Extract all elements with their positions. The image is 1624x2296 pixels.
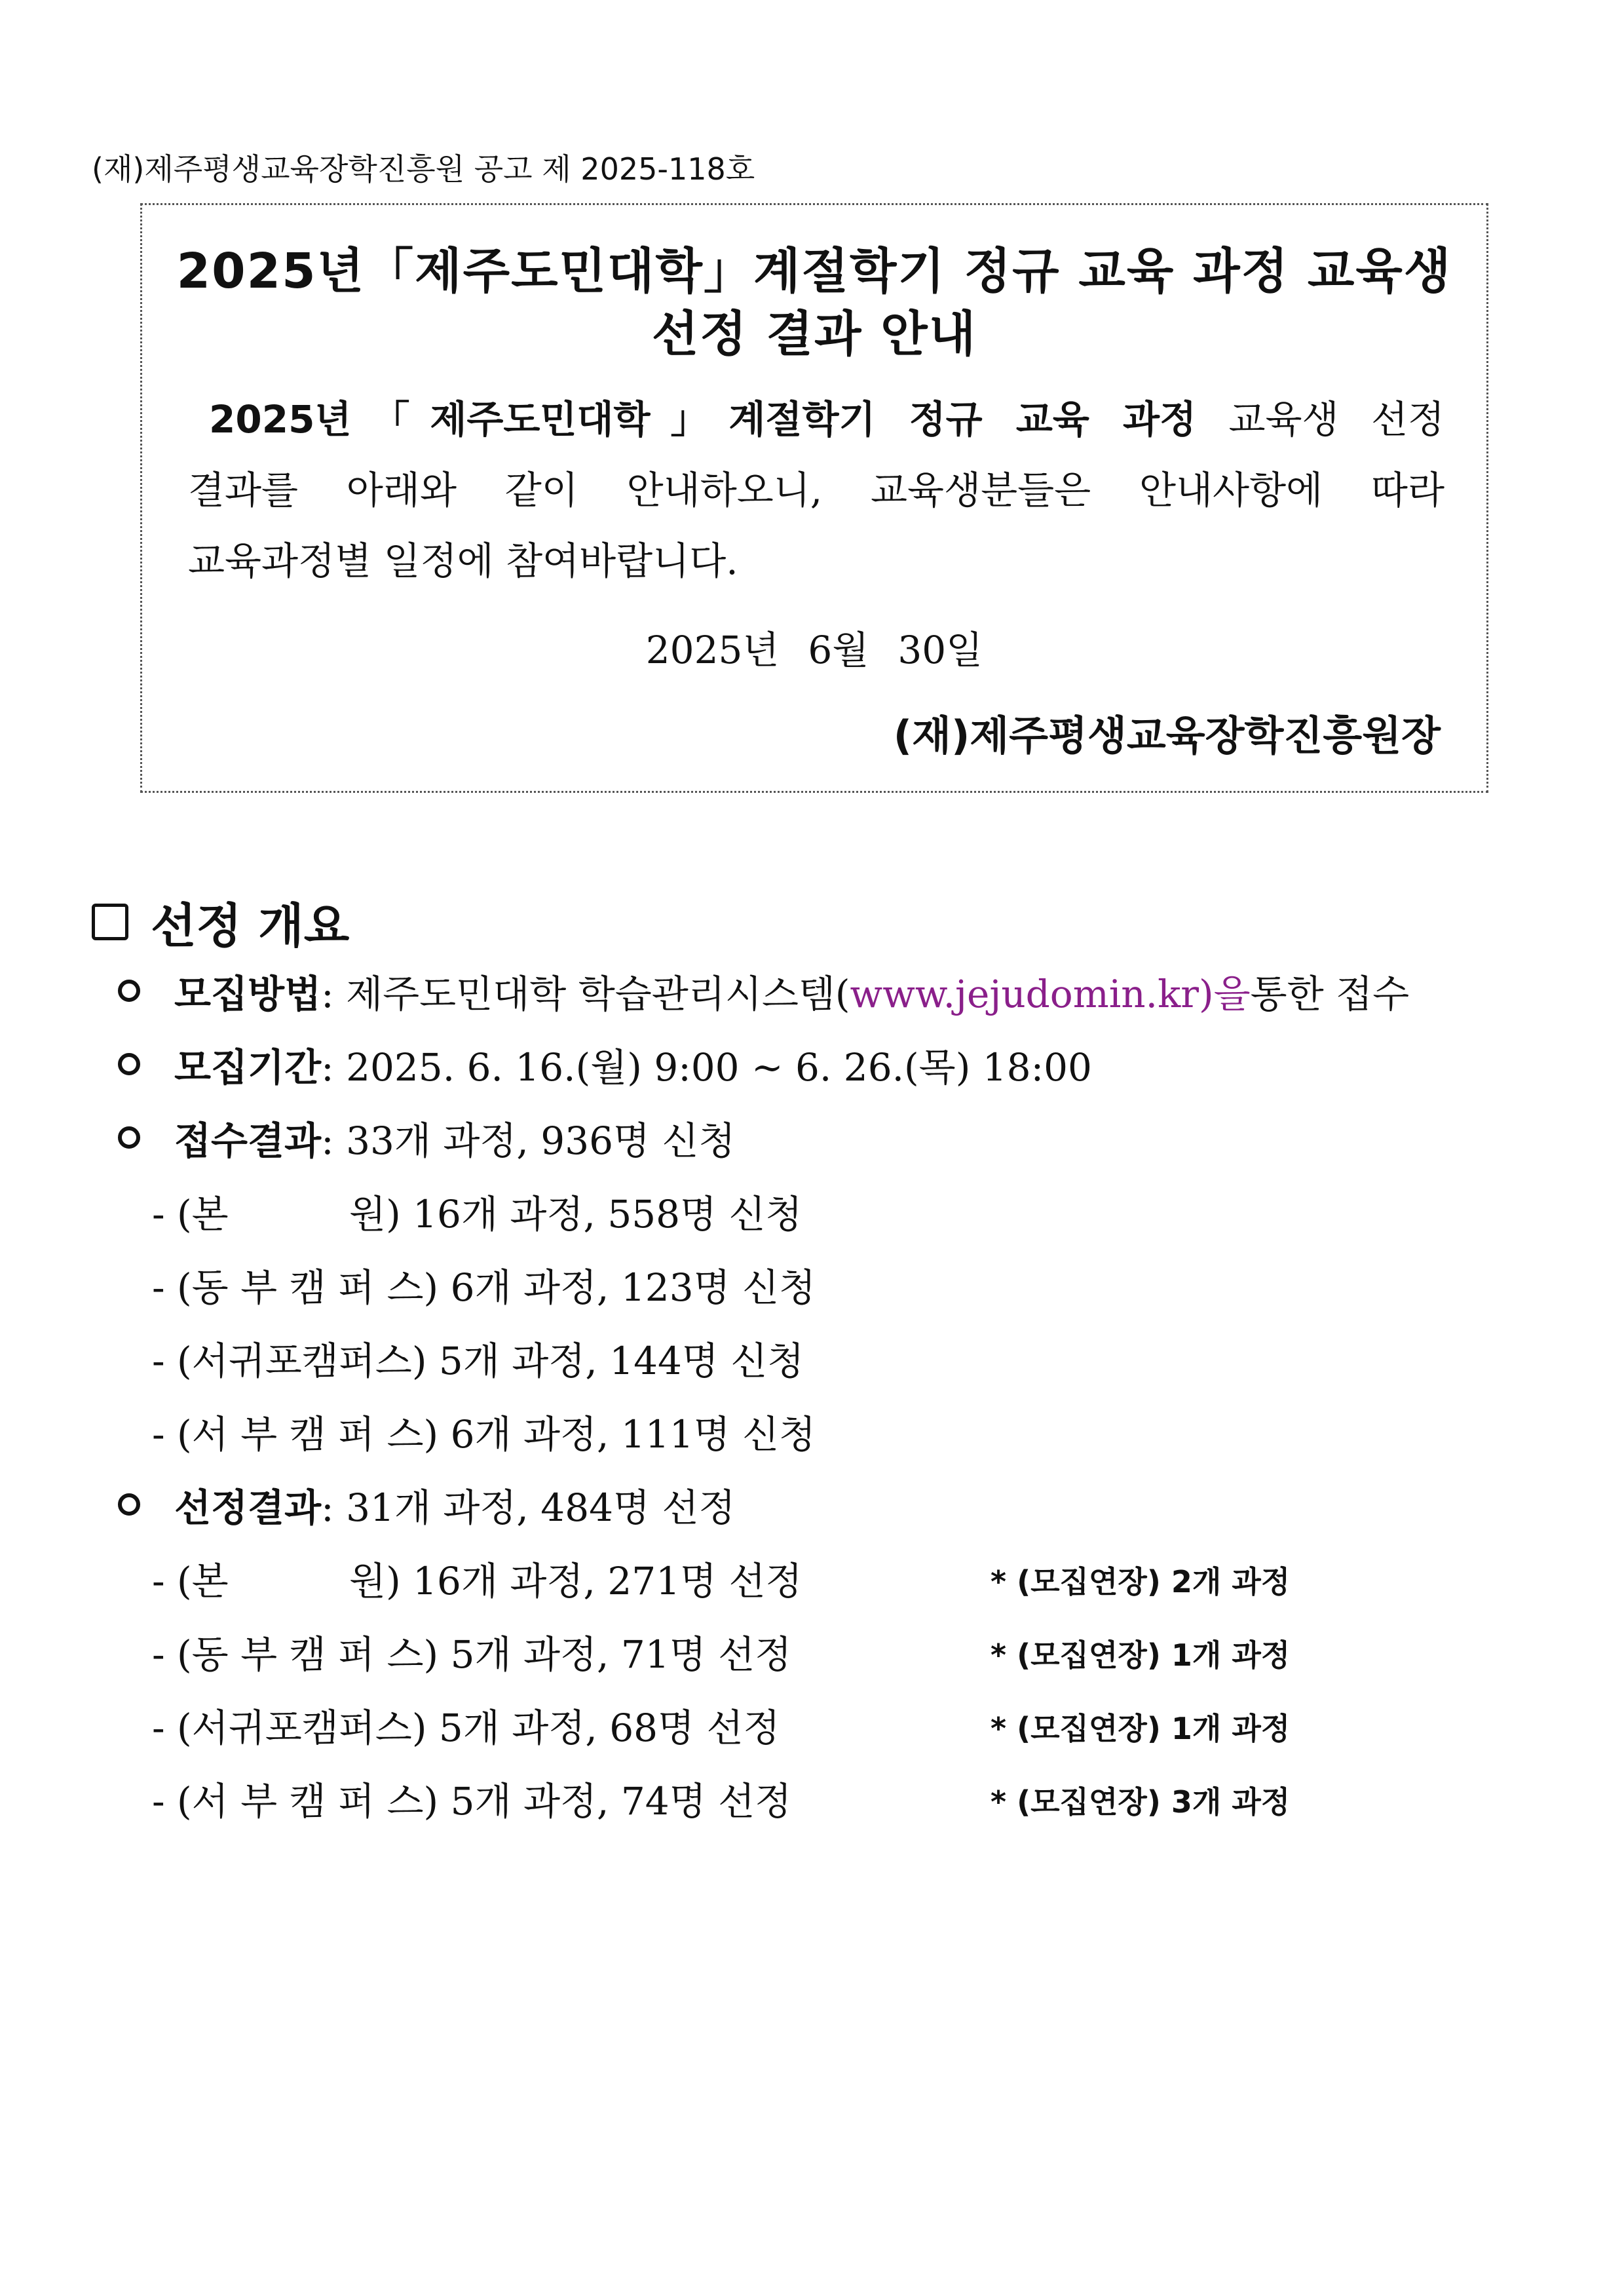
application-text: : 33개 과정, 936명 신청 <box>321 1119 736 1163</box>
intro-line-3: 교육과정별 일정에 참여바랍니다. <box>188 539 738 583</box>
selection-row-west: - (서 부 캠 퍼 스) 5개 과정, 74명 선정 <box>152 1779 792 1824</box>
period-label: 모집기간 <box>174 1045 322 1090</box>
intro-bold: 2025년「제주도민대학」계절학기 정규 교육 과정 <box>209 397 1197 442</box>
selection-label: 선정결과 <box>174 1485 322 1530</box>
application-label: 접수결과 <box>174 1119 322 1163</box>
section-title: 선정 개요 <box>151 898 350 953</box>
date-month: 6월 <box>808 628 869 672</box>
selection-note-west: * (모집연장) 3개 과정 <box>991 1784 1291 1820</box>
application-row-west: - (서 부 캠 퍼 스) 6개 과정, 111명 신청 <box>152 1412 816 1457</box>
issuer: (재)제주평생교육장학진흥원장 <box>893 712 1441 759</box>
notice-date <box>142 619 1486 674</box>
selection-row-main: - (본 원) 16개 과정, 271명 선정 <box>152 1559 803 1603</box>
method-text-before: : 제주도민대학 학습관리시스템( <box>321 972 850 1016</box>
period-text: : 2025. 6. 16.(월) 9:00 ~ 6. 26.(목) 18:00 <box>321 1045 1092 1090</box>
selection-note-east: * (모집연장) 1개 과정 <box>991 1637 1291 1673</box>
selection-row-seogwipo: - (서귀포캠퍼스) 5개 과정, 68명 선정 <box>152 1706 780 1750</box>
application-row-main: - (본 원) 16개 과정, 558명 신청 <box>152 1192 803 1236</box>
application-row-east: - (동 부 캠 퍼 스) 6개 과정, 123명 신청 <box>152 1265 816 1310</box>
selection-note-main: * (모집연장) 2개 과정 <box>991 1564 1291 1599</box>
application-row-seogwipo: - (서귀포캠퍼스) 5개 과정, 144명 신청 <box>152 1339 804 1383</box>
section-heading <box>92 888 349 956</box>
application-item <box>118 1110 736 1165</box>
selection-row-east: - (동 부 캠 퍼 스) 5개 과정, 71명 선정 <box>152 1632 792 1677</box>
selection-item <box>118 1477 736 1532</box>
method-item <box>118 963 1409 1018</box>
notice-box <box>140 203 1488 793</box>
circle-bullet-icon <box>118 980 140 1002</box>
method-text-after: 통한 접수 <box>1250 972 1410 1016</box>
method-label: 모집방법 <box>174 972 322 1016</box>
period-item <box>118 1037 1092 1092</box>
checkbox-icon <box>92 904 128 940</box>
date-day: 30일 <box>897 628 983 672</box>
title-line-2: 선정 결과 안내 <box>651 306 977 362</box>
intro-line-1 <box>188 395 1445 444</box>
selection-text: : 31개 과정, 484명 선정 <box>321 1485 736 1530</box>
notice-number: (재)제주평생교육장학진흥원 공고 제 2025-118호 <box>92 151 755 187</box>
circle-bullet-icon <box>118 1126 140 1149</box>
intro-line-2: 결과를 아래와 같이 안내하오니, 교육생분들은 안내사항에 따라 <box>188 468 1445 512</box>
website-link[interactable]: www.jejudomin.kr)을 <box>850 972 1251 1016</box>
circle-bullet-icon <box>118 1493 140 1516</box>
date-year: 2025년 <box>645 628 780 672</box>
title-line-1: 2025년「제주도민대학」계절학기 정규 교육 과정 교육생 <box>176 243 1452 299</box>
selection-note-seogwipo: * (모집연장) 1개 과정 <box>991 1711 1291 1746</box>
circle-bullet-icon <box>118 1053 140 1075</box>
intro-line-1-rest: 교육생 선정 <box>1196 397 1445 442</box>
